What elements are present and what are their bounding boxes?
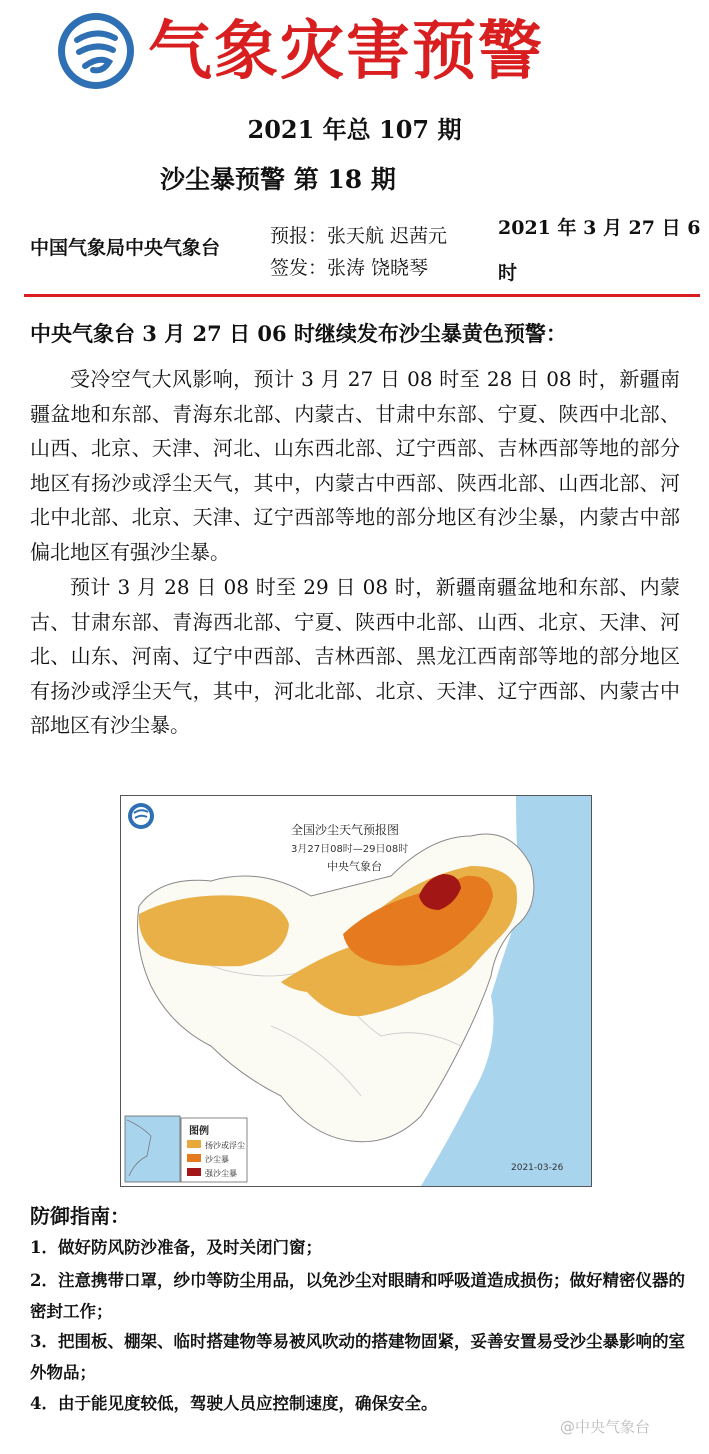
legend-swatch-sandstorm: [187, 1154, 201, 1162]
cma-logo-icon: [55, 10, 137, 92]
document-title: 气象灾害预警: [148, 15, 544, 89]
alert-paragraph-2: 预计 3 月 28 日 08 时至 29 日 08 时，新疆南疆盆地和东部、内蒙古、甘肃东部、青海西北部、宁夏、陕西中北部、山西、北京、天津、河北、山东、河南、辽宁中西部、吉林西部、黑龙江西南部等地的部分地区有扬沙或浮尘天气，其中，河北北部、北京、天津、辽宁西部、内蒙古中部地区有沙尘暴。: [30, 575, 680, 737]
dust-forecast-map: [120, 795, 592, 1187]
alert-headline: 中央气象台 3 月 27 日 06 时继续发布沙尘暴黄色预警：: [30, 321, 567, 346]
guide-item-4: 4．由于能见度较低，驾驶人员应控制速度，确保安全。: [30, 1394, 438, 1413]
map-logo-icon: [128, 803, 154, 829]
map-inset: [125, 1116, 180, 1182]
alert-paragraph-1: 受冷空气大风影响，预计 3 月 27 日 08 时至 28 日 08 时，新疆南疆盆地和东部、青海东北部、内蒙古、甘肃中东部、宁夏、陕西中北部、山西、北京、天津、河北、山东西北部、辽宁西部、吉林西部等地的部分地区有扬沙或浮尘天气，其中，内蒙古中西部、陕西北部、山西北部、河北中北部、北京、天津、辽宁西部等地的部分地区有沙尘暴，内蒙古中部偏北地区有强沙尘暴。: [30, 367, 680, 564]
forecasters-line: 预报：张天航 迟茜元: [270, 225, 448, 247]
legend-label-blowing-sand: 扬沙或浮尘: [205, 1141, 245, 1150]
header-divider: [24, 294, 700, 297]
guide-item-2: 2．注意携带口罩，纱巾等防尘用品，以免沙尘对眼睛和呼吸道造成损伤；做好精密仪器的密封工作；: [30, 1271, 685, 1321]
agency-name: 中国气象局中央气象台: [30, 237, 221, 259]
forecaster-block: [270, 220, 447, 284]
issue-date: 2021 年 3 月 27 日 6: [498, 217, 701, 239]
map-area-blowing-sand: [139, 895, 289, 966]
map-date-stamp: 2021-03-26: [511, 1163, 564, 1173]
guide-item-3: 3．把围板、棚架、临时搭建物等易被风吹动的搭建物固紧，妥善安置易受沙尘暴影响的室外物品；: [30, 1332, 685, 1382]
legend-swatch-severe-sandstorm: [187, 1168, 201, 1176]
guide-title: 防御指南：: [30, 1204, 130, 1228]
guide-item-1: 1．做好防风防沙准备，及时关闭门窗；: [30, 1238, 322, 1257]
weibo-watermark: @中央气象台: [560, 1418, 651, 1436]
map-title: 全国沙尘天气预报图: [291, 823, 400, 837]
signers-line: 签发：张涛 饶晓琴: [270, 257, 429, 279]
legend-label-sandstorm: 沙尘暴: [205, 1155, 229, 1164]
warning-issue-number: 沙尘暴预警 第 18 期: [160, 165, 396, 194]
legend-title: 图例: [189, 1126, 209, 1137]
map-issuer: 中央气象台: [327, 860, 382, 873]
map-period: 3月27日08时—29日08时: [291, 844, 409, 855]
issue-date-hour: 时: [498, 262, 518, 284]
legend-swatch-blowing-sand: [187, 1140, 201, 1148]
map-legend: [181, 1118, 247, 1182]
legend-label-severe-sandstorm: 强沙尘暴: [205, 1169, 237, 1178]
issue-number: 2021 年总 107 期: [247, 115, 462, 144]
